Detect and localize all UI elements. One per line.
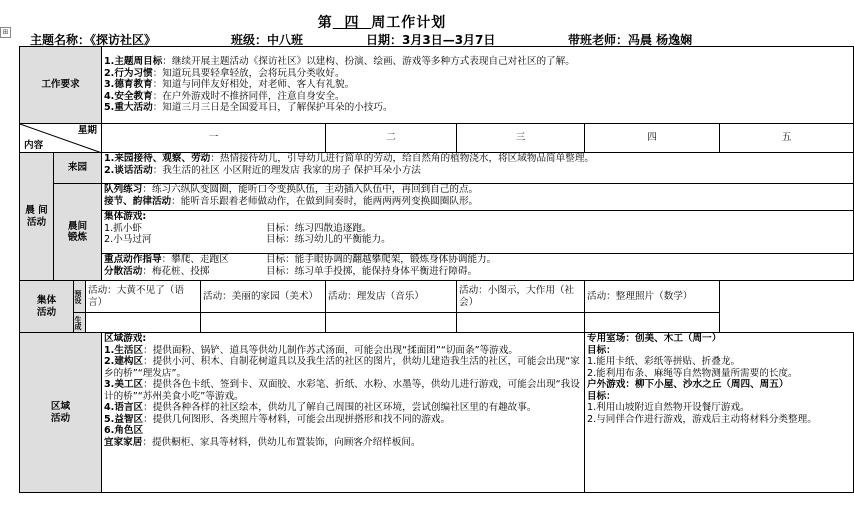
content-label: 内容 (24, 139, 44, 151)
generated-cell (457, 313, 585, 333)
day-tuesday: 二 (326, 124, 457, 153)
dispersed-activity-item: 分散活动：梅花桩、投掷 目标：练习单手投掷，能保持身体平衡进行障碍。 (104, 265, 478, 277)
generated-cell (585, 313, 720, 333)
outdoor-goal: 2.与同伴合作进行游戏，游戏后主动将材料分类整理。 (587, 413, 817, 425)
collective-activity-monday: 活动：大黄不见了（语言） (86, 281, 201, 313)
group-games-row (20, 211, 854, 254)
formation-row (20, 184, 854, 211)
regional-item: 6.角色区 (104, 425, 144, 436)
regional-item: 2.建构区：提供小河、积木、自制花树道具以及我生活的社区的图片，供幼儿建造我生活的社区，可能会出现“家乡的桥”“理发店”。 (104, 356, 580, 379)
theme-name: 主题名称：《探访社区》 (30, 33, 157, 47)
regional-activity-label: 区域 活动 (20, 333, 102, 493)
group-game-item: 1.抓小虾 目标：练习四散追逐跑。 (104, 222, 372, 234)
key-action-item: 重点动作指导：攀爬、走跑区 目标：能手眼协调的翻越攀爬架，锻炼身体协调能力。 (104, 254, 497, 265)
morning-arrival-row (20, 153, 854, 184)
key-action-row (20, 254, 854, 281)
arrival-item: 1.来园接待、观察、劳动：热情接待幼儿，引导幼儿进行简单的劳动，给自然角的植物浇水，将区域物品简单整理。 (104, 153, 595, 164)
class-name: 班级：中八班 (231, 33, 304, 47)
work-requirements-label: 工作要求 (20, 47, 102, 124)
collective-activity-label: 集体 活动 (20, 281, 74, 333)
collective-activity-tuesday: 活动：美丽的家园（美术） (201, 281, 326, 313)
formation-content (102, 184, 854, 211)
title-week-number: 四 (344, 15, 360, 31)
regional-games-title: 区域游戏: (104, 333, 147, 344)
weekday-content-diagonal-cell (20, 124, 102, 153)
regional-activity-row (20, 333, 854, 493)
key-action-content (102, 254, 854, 281)
day-wednesday: 三 (457, 124, 585, 153)
requirement-item: 4.安全教育：在户外游戏时不推挤同伴，注意自身安全。 (104, 90, 345, 102)
special-room-content (585, 333, 854, 493)
arrival-label: 来园 (54, 153, 102, 184)
group-games-content (102, 211, 854, 254)
page-title (0, 12, 764, 32)
generated-cell (201, 313, 326, 333)
outdoor-game-title: 户外游戏：柳下小屋、沙水之丘（周四、周五） (587, 379, 789, 390)
teachers: 带班老师：冯晨 杨逸娴 (568, 33, 693, 47)
preset-label: 预设 (74, 281, 86, 313)
collective-activity-friday: 活动：整理照片（数学） (585, 281, 720, 313)
work-requirements-content (102, 47, 854, 124)
collective-preset-row (20, 281, 854, 313)
arrival-content (102, 153, 854, 184)
collective-activity-thursday: 活动：小图示，大作用（社会） (457, 281, 585, 313)
regional-item: 1.生活区：提供面粉、锅铲、道具等供幼儿制作苏式汤面，可能会出现“揉面团”“切面条”等游戏。 (104, 344, 518, 356)
generated-label: 生成 (74, 313, 86, 333)
weekday-header-row (20, 124, 854, 153)
group-games-title: 集体游戏: (104, 211, 147, 222)
arrival-item: 2.谈话活动：我生活的社区 小区附近的理发店 我家的房子 保护耳朵小方法 (104, 164, 421, 176)
outdoor-goal: 1.利用山坡附近自然物开设餐厅游戏。 (587, 402, 750, 413)
weekly-plan-table (19, 46, 854, 493)
regional-item: 5.益智区：提供几何图形、各类照片等材料，可能会出现拼搭形和找不同的游戏。 (104, 413, 451, 425)
exercise-label: 晨间 锻炼 (54, 184, 102, 281)
rhythm-activity: 接节、韵律活动：能听音乐跟着老师做动作，在做到间奏时，能两两两列变换圆圈队形。 (104, 195, 479, 207)
requirement-item: 1.主题周目标：继续开展主题活动《探访社区》以建构、扮演、绘画、游戏等多种方式表现自己对社区的了解。 (104, 56, 575, 68)
regional-item: 3.美工区：提供各色卡纸、签到卡、双面胶、水彩笔、折纸、水粉、水墨等，供幼儿进行游戏，可能会出现“我设计的桥”“苏州美食小吃”等游戏。 (104, 379, 580, 402)
special-room-goal-label: 目标： (587, 344, 616, 356)
special-room-title: 专用室场：创美、木工（周一） (587, 333, 722, 344)
weekday-label: 星期 (77, 125, 97, 136)
date-range: 日期：3月3日—3月7日 (366, 33, 496, 47)
day-monday: 一 (102, 124, 326, 153)
day-thursday: 四 (585, 124, 720, 153)
special-room-goal: 2.能利用布条、麻绳等自然物测量所需要的长度。 (587, 367, 798, 379)
table-move-handle[interactable]: ⊞ (0, 27, 11, 38)
collective-activity-wednesday: 活动：理发店（音乐） (326, 281, 457, 313)
title-suffix: 周工作计划 (371, 15, 447, 31)
regional-games-content (102, 333, 585, 493)
collective-generated-row (20, 313, 854, 333)
group-game-item: 2.小马过河 目标：练习幼儿的平衡能力。 (104, 234, 391, 245)
morning-activity-label: 晨 间 活动 (20, 153, 54, 281)
requirement-item: 2.行为习惯：知道玩具要轻拿轻放，会将玩具分类收好。 (104, 67, 345, 79)
generated-cell (326, 313, 457, 333)
day-friday: 五 (720, 124, 854, 153)
generated-cell (86, 313, 201, 333)
title-prefix: 第 (317, 15, 333, 31)
outdoor-goal-label: 目标： (587, 390, 616, 402)
formation-practice: 队列练习：练习六纵队变圆圈，能听口令变换队伍，主动插入队伍中，再回到自己的点。 (104, 184, 479, 195)
special-room-goal: 1.能用卡纸、彩纸等拼贴、折叠龙。 (587, 356, 741, 367)
requirement-item: 5.重大活动：知道三月三日是全国爱耳日，了解保护耳朵的小技巧。 (104, 102, 393, 114)
regional-item: 宜家家居：提供橱柜、家具等材料，供幼儿布置装饰，向顾客介绍样板间。 (104, 436, 421, 448)
requirement-item: 3.德育教育：知道与同伴友好相处，对老师、客人有礼貌。 (104, 79, 355, 91)
regional-item: 4.语言区：提供各种各样的社区绘本，供幼儿了解自己周围的社区环境，尝试创编社区里的有趣故事。 (104, 402, 537, 413)
plan-header (0, 31, 764, 45)
work-requirements-row (20, 47, 854, 124)
